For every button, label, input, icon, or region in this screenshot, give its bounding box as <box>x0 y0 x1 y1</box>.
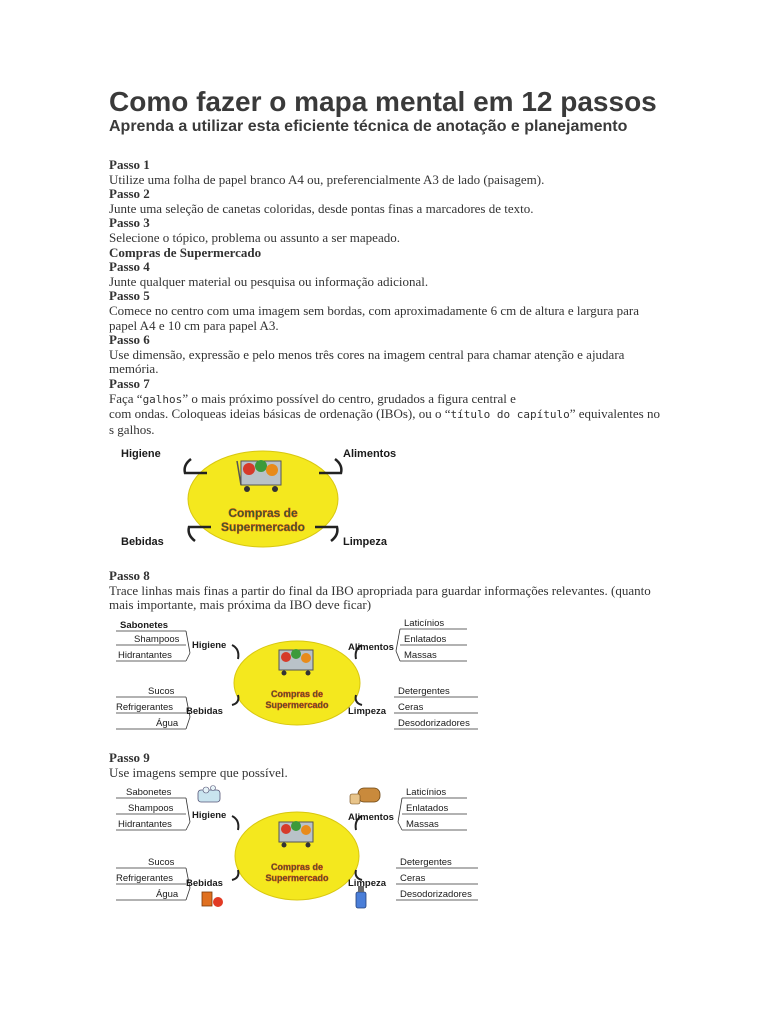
step-8-label: Passo 8 <box>109 568 150 584</box>
step-6-text: Use dimensão, expressão e pelo menos três cores na imagem central para chamar atenção e ajudara memória. <box>109 346 625 377</box>
step-7-part: ” o mais próximo possível do centro, grudados a figura central e <box>182 390 516 406</box>
sub-alimentos-3: Massas <box>406 819 439 831</box>
sub-alimentos-1: Laticínios <box>404 618 445 630</box>
branch-higiene: Higiene <box>192 640 227 652</box>
center-label-line1: Compras de <box>270 689 324 700</box>
branch-alimentos: Alimentos <box>348 642 394 654</box>
sub-limpeza-3: Desodorizadores <box>400 889 472 901</box>
branch-bebidas: Bebidas <box>186 706 223 718</box>
sub-bebidas-1: Sucos <box>148 857 175 869</box>
step-7-handwritten: galhos <box>142 392 183 406</box>
step-4-text: Junte qualquer material ou pesquisa ou informação adicional. <box>109 273 429 289</box>
mindmap-diagram-2 <box>112 617 482 739</box>
sub-limpeza-1: Detergentes <box>398 686 450 698</box>
step-1-text: Utilize uma folha de papel branco A4 ou, preferencialmente A3 de lado (paisagem). <box>109 171 545 187</box>
branch-bebidas: Bebidas <box>186 878 223 890</box>
sub-bebidas-1: Sucos <box>148 686 175 698</box>
step-9-label: Passo 9 <box>109 750 150 766</box>
branch-alimentos: Alimentos <box>348 812 394 824</box>
sub-higiene-3: Hidrantantes <box>118 650 172 662</box>
step-8-text: Trace linhas mais finas a partir do final da IBO apropriada para guardar informações relevantes. (quanto mais importante, mais próxima da IBO deve ficar) <box>109 582 651 613</box>
sub-limpeza-1: Detergentes <box>400 857 452 869</box>
document-body <box>109 158 661 926</box>
sub-higiene-3: Hidrantantes <box>118 819 172 831</box>
sub-limpeza-3: Desodorizadores <box>398 718 470 730</box>
step-6-label: Passo 6 <box>109 332 150 348</box>
step-3-label: Passo 3 <box>109 215 150 231</box>
sub-higiene-1: Sabonetes <box>126 787 172 799</box>
sub-higiene-2: Shampoos <box>134 634 180 646</box>
soap-icon <box>198 786 220 803</box>
sub-alimentos-1: Laticínios <box>406 787 447 799</box>
center-label-line2: Supermercado <box>265 873 329 884</box>
step-2-text: Junte uma seleção de canetas coloridas, desde pontas finas a marcadores de texto. <box>109 200 534 216</box>
sub-higiene-2: Shampoos <box>128 803 174 815</box>
mindmap-diagram-3 <box>112 784 482 914</box>
step-7-part: Faça “ <box>109 390 143 406</box>
step-4-label: Passo 4 <box>109 259 150 275</box>
step-2-label: Passo 2 <box>109 186 150 202</box>
sub-bebidas-2: Refrigerantes <box>116 702 174 714</box>
branch-higiene: Higiene <box>192 810 227 822</box>
branch-alimentos: Alimentos <box>343 448 397 461</box>
center-label-line2: Supermercado <box>265 700 329 711</box>
topic-heading: Compras de Supermercado <box>109 244 262 260</box>
branch-line-higiene <box>232 645 238 659</box>
sub-bebidas-3: Água <box>156 889 179 901</box>
sub-bebidas-2: Refrigerantes <box>116 873 174 885</box>
branch-line-higiene <box>232 816 238 830</box>
branch-limpeza: Limpeza <box>348 878 387 890</box>
center-label-line2: Supermercado <box>220 520 306 535</box>
branch-limpeza: Limpeza <box>348 706 387 718</box>
branch-higiene: Higiene <box>121 448 161 461</box>
page-subtitle: Aprenda a utilizar esta eficiente técnica de anotação e planejamento <box>109 118 628 135</box>
sub-alimentos-2: Enlatados <box>404 634 447 646</box>
sub-bebidas-3: Água <box>156 718 179 730</box>
step-9-text: Use imagens sempre que possível. <box>109 764 288 780</box>
step-3-text: Selecione o tópico, problema ou assunto a ser mapeado. <box>109 229 400 245</box>
bread-icon <box>350 788 380 804</box>
center-label-line1: Compras de <box>270 862 324 873</box>
branch-bebidas: Bebidas <box>121 536 164 549</box>
sub-alimentos-3: Massas <box>404 650 437 662</box>
step-7-part: com ondas. Coloqueas ideias básicas de ordenação (IBOs), ou o “ <box>109 406 451 422</box>
juice-icon <box>202 892 223 907</box>
mindmap-diagram-1 <box>119 441 419 557</box>
step-7-text <box>109 392 661 438</box>
sub-limpeza-2: Ceras <box>398 702 424 714</box>
center-label-line1: Compras de <box>228 506 298 521</box>
sub-higiene-1: Sabonetes <box>120 620 169 632</box>
spray-bottle-icon <box>356 886 366 908</box>
sub-alimentos-2: Enlatados <box>406 803 449 815</box>
step-7-label: Passo 7 <box>109 375 150 391</box>
branch-line-bebidas <box>232 870 238 880</box>
step-7-handwritten: título do capítulo <box>450 408 570 422</box>
sub-limpeza-2: Ceras <box>400 873 426 885</box>
step-7-part: ” equivalentes no s galhos. <box>109 406 660 437</box>
step-1-label: Passo 1 <box>109 157 150 172</box>
page-title: Como fazer o mapa mental em 12 passos <box>109 86 657 117</box>
branch-limpeza: Limpeza <box>343 536 388 549</box>
branch-line-limpeza <box>356 695 362 705</box>
step-5-label: Passo 5 <box>109 288 150 304</box>
step-5-text: Comece no centro com uma imagem sem bordas, com aproximadamente 6 cm de altura e largura para papel A4 e 10 cm para papel A3. <box>109 302 640 333</box>
branch-line-bebidas <box>232 695 238 705</box>
